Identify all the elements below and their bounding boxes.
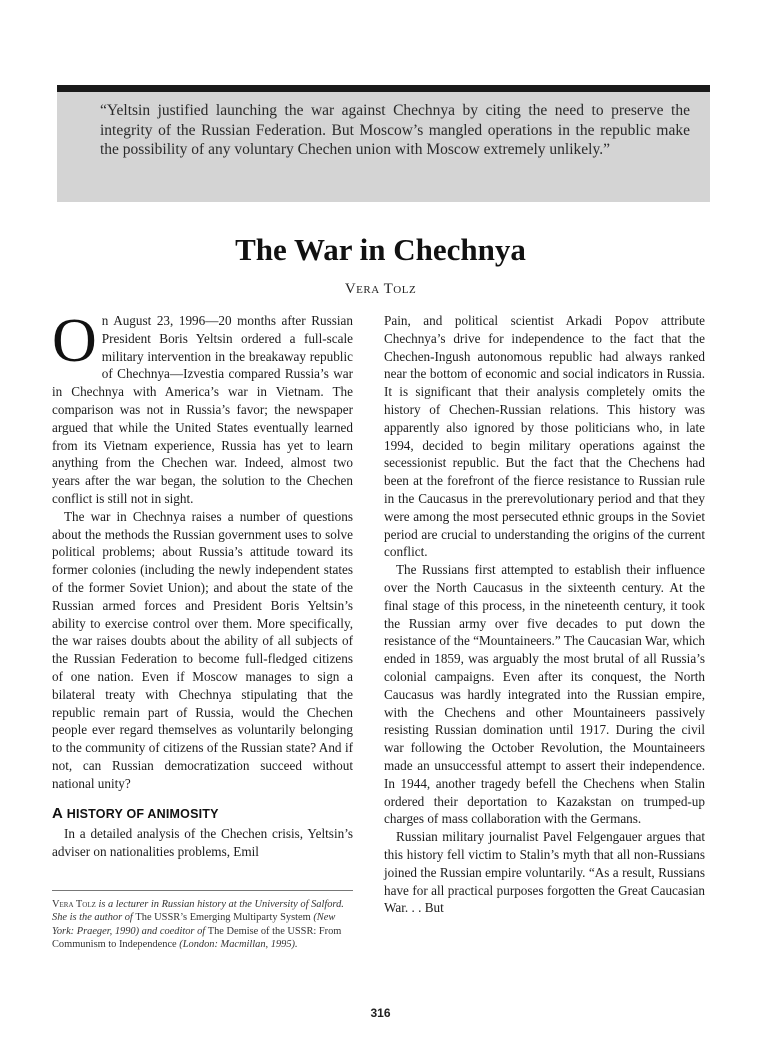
footnote-rule [52, 890, 353, 891]
drop-cap: O [52, 307, 97, 375]
paragraph: Pain, and political scientist Arkadi Popov attribute Chechnya’s drive for independence to the fact that the Chechen-Ingush autonomous republic had always ranked near the bottom of economic and social indicators in Russia. It is significant that their analysis completely omits the history of Chechen-Russian relations. This history was apparently also ignored by those politicians who, in late 1994, decided to begin military operations against the secessionist republic. But the fact that the Chechens had been at the forefront of the fierce resistance to Russian rule in the Caucasus in the prerevolutionary period and that they were among the most persecuted ethnic groups in the Soviet period are crucial to understanding the origins of the current conflict. [384, 313, 705, 560]
top-rule [57, 85, 710, 92]
footnote-text: is a lecturer in Russian history at the University of Salford. She is the author of [52, 899, 344, 924]
section-heading-cap: A [52, 804, 64, 822]
footnote-book-title: The USSR’s Emerging Multiparty System [135, 912, 311, 924]
article-title: The War in Chechnya [235, 232, 526, 267]
paragraph: The war in Chechnya raises a number of questions about the methods the Russian government uses to solve political problems; about Russia’s attitude toward its former colonies (including the newly independent states of the former Soviet Union); and about the state of the Russian armed forces and President Boris Yeltsin’s ability to exercise control over them. More specifically, the war raises doubts about the ability of all subjects of the Russian Federation to become full-fledged citizens of one nation. Even if Moscow manages to sign a bilateral treaty with Chechnya stipulating that the republic remain part of Russia, would the Chechen people ever regard themselves as voluntarily belonging to the community of citizens of the Russian state? And if not, can Russian democratization succeed without national unity? [52, 508, 353, 791]
page-number: 316 [370, 1006, 391, 1020]
paragraph [52, 307, 353, 508]
footnote-author-name: Vera Tolz [52, 899, 96, 910]
left-column [52, 307, 353, 861]
paragraph-text: n August 23, 1996—20 months after Russian President Boris Yeltsin ordered a full-scale military intervention in the breakaway republic of Chechnya—Izvestia compared Russia’s war in Chechnya with America’s war in Vietnam. The comparison was not in Russia’s favor; the newspaper argued that while the United States eventually learned from its Vietnam experience, Russia has yet to learn anything from the Chechen war. Indeed, almost two years after the war began, the solution to the Chechen conflict is still not in sight. [52, 313, 353, 506]
paragraph: Russian military journalist Pavel Felgengauer argues that this history fell victim to Stalin’s myth that all non-Russians joined the Russian empire voluntarily. “As a result, Russians have for all practical purposes forgotten the Great Caucasian War. . . But [384, 829, 705, 916]
footnote-book-title: The Demise of the USSR: From Communism to Independence [52, 925, 342, 951]
pull-quote-box [57, 92, 710, 202]
right-column [384, 312, 705, 917]
section-heading-text: HISTORY OF ANIMOSITY [66, 806, 219, 821]
author-footnote [52, 898, 353, 952]
footnote-text: (London: Macmillan, 1995). [176, 939, 298, 951]
author-name: Vera Tolz [344, 281, 417, 297]
footnote-text: (New York: Praeger, 1990) and coeditor of [52, 912, 336, 937]
paragraph: The Russians first attempted to establish their influence over the North Caucasus in the sixteenth century. At the final stage of this process, in the nineteenth century, it took the Russian army over five decades to put down the resistance of the “Mountaineers.” The Caucasian War, which ended in 1859, was arguably the most brutal of all Russia’s colonial campaigns. Even after its conquest, the North Caucasus was hardly integrated into the Russian empire, with the Chechens and other Mountaineers passively resisting Russian domination until 1917. During the civil war following the October Revolution, the Mountaineers made an unsuccessful attempt to assert their independence. In 1944, another tragedy befell the Chechens when Stalin ordered their deportation to Kazakstan on trumped-up charges of mass collaboration with the Germans. [384, 562, 705, 827]
article-author [0, 281, 761, 298]
section-heading [52, 805, 353, 824]
paragraph: In a detailed analysis of the Chechen crisis, Yeltsin’s adviser on nationalities problems, Emil [52, 826, 353, 860]
pull-quote: “Yeltsin justified launching the war against Chechnya by citing the need to preserve the integrity of the Russian Federation. But Moscow’s mangled operations in the republic make the possibility of any voluntary Chechen union with Moscow extremely unlikely.” [100, 102, 690, 158]
